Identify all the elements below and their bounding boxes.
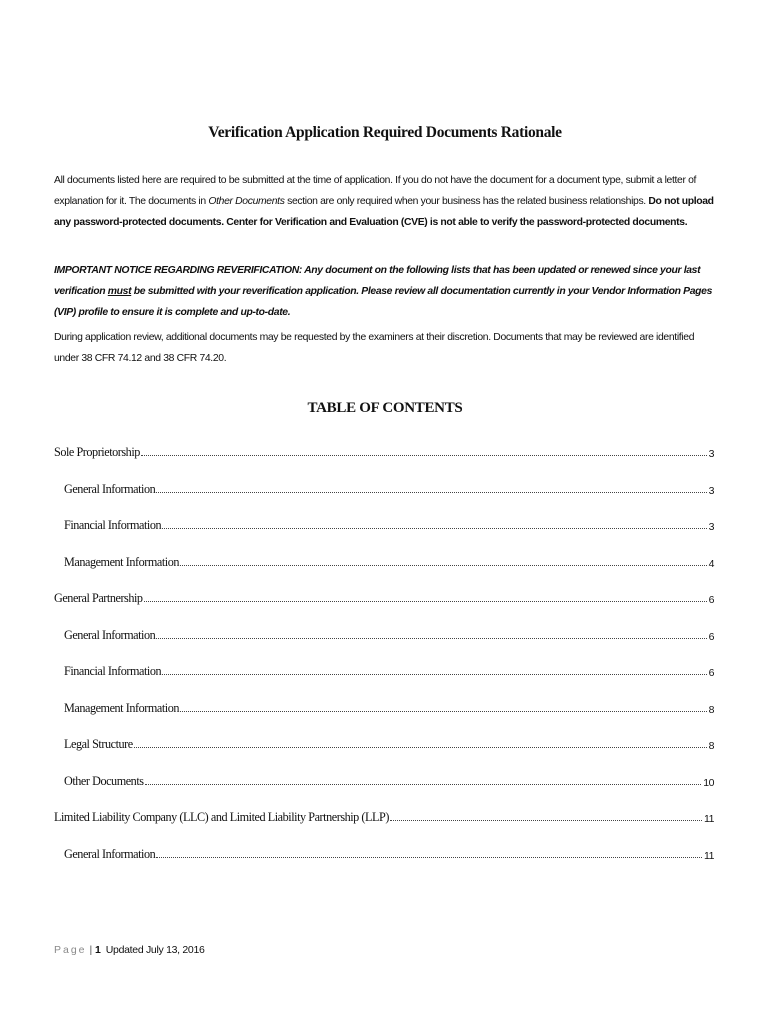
document-title: Verification Application Required Documents Rationale — [208, 124, 562, 141]
toc-dot-leader — [141, 455, 707, 456]
toc-entry[interactable] — [64, 732, 714, 752]
toc-entry[interactable] — [64, 842, 714, 862]
toc-entry[interactable] — [64, 513, 714, 533]
toc-dot-leader — [134, 747, 707, 748]
toc-entry-label: Management Information — [64, 700, 179, 715]
toc-entry[interactable] — [54, 440, 714, 460]
toc-entry-page: 3 — [708, 484, 714, 497]
password-warning: Do not upload any password-protected documents. Center for Verification and Evaluation (CVE) is not able to verify the password-protected documents. — [54, 196, 714, 228]
page-footer — [54, 944, 205, 956]
toc-dot-leader — [145, 784, 702, 785]
toc-entry-label: Other Documents — [64, 773, 144, 788]
toc-entry[interactable] — [64, 659, 714, 679]
toc-entry-page: 4 — [708, 557, 714, 570]
review-note: During application review, additional documents may be requested by the examiners at their discretion. Documents that may be reviewed are identified under 38 CFR 74.12 and 38 CFR 74.20. — [54, 332, 695, 364]
toc-entry-page: 3 — [708, 521, 714, 533]
toc-entry-page: 11 — [704, 813, 714, 825]
intro-section-name: Other Documents — [208, 196, 285, 207]
toc-entry[interactable] — [64, 696, 714, 716]
toc-entry-page: 6 — [708, 594, 714, 606]
toc-dot-leader — [162, 674, 706, 675]
toc-entry[interactable] — [64, 477, 714, 497]
toc-entry-label: Sole Proprietorship — [54, 445, 140, 459]
toc-entry[interactable] — [64, 769, 714, 789]
toc-entry-label: General Information — [64, 846, 156, 861]
footer-updated-date: Updated July 13, 2016 — [105, 944, 205, 956]
toc-dot-leader — [162, 528, 706, 529]
footer-page-word: Page — [54, 944, 87, 956]
toc-dot-leader — [180, 565, 707, 566]
toc-entry-page: 10 — [703, 776, 714, 789]
toc-entry[interactable] — [64, 623, 714, 643]
toc-entry[interactable] — [54, 805, 714, 825]
toc-dot-leader — [144, 601, 707, 602]
toc-entry-label: General Partnership — [54, 591, 143, 605]
toc-entry-label: General Information — [64, 481, 156, 496]
toc-entry-page: 8 — [708, 703, 714, 716]
toc-dot-leader — [156, 492, 706, 493]
notice-must: must — [107, 286, 132, 297]
toc-dot-leader — [390, 820, 702, 821]
notice-text-1: IMPORTANT NOTICE REGARDING REVERIFICATION: Any document on the following lists that has been updated or renewed since your last verification — [54, 265, 701, 297]
toc-entry[interactable] — [64, 550, 714, 570]
toc-entry-label: Management Information — [64, 554, 179, 569]
notice-text-2: be submitted with your reverification application. Please review all documentation currently in your Vendor Information Pages (VIP) profile to ensure it is complete and up-to-date. — [54, 286, 713, 318]
intro-paragraph — [54, 170, 718, 233]
footer-page-number: 1 — [94, 944, 101, 956]
toc-entry-label: Limited Liability Company (LLC) and Limited Liability Partnership (LLP) — [54, 810, 389, 824]
toc-entry-label: Financial Information — [64, 664, 162, 678]
toc-entry-label: Financial Information — [64, 518, 162, 532]
toc-entry-page: 6 — [708, 630, 714, 643]
toc-entry-page: 11 — [704, 849, 714, 862]
toc-dot-leader — [180, 711, 707, 712]
toc-dot-leader — [156, 638, 706, 639]
toc-entry[interactable] — [54, 586, 714, 606]
footer-separator: | — [89, 944, 92, 956]
intro-text-2: section are only required when your business has the related business relationships. — [284, 196, 649, 207]
toc-entry-page: 6 — [708, 667, 714, 679]
toc-title: TABLE OF CONTENTS — [307, 400, 463, 416]
toc-entry-page: 8 — [708, 740, 714, 752]
toc-entry-label: General Information — [64, 627, 156, 642]
toc-dot-leader — [156, 857, 702, 858]
toc-entry-label: Legal Structure — [64, 737, 133, 751]
reverification-notice — [54, 260, 718, 323]
toc-entry-page: 3 — [708, 448, 714, 460]
intro-text-1: All documents listed here are required to be submitted at the time of application. If you do not have the document for a document type, submit a letter of explanation for it. The documents in — [54, 175, 697, 207]
